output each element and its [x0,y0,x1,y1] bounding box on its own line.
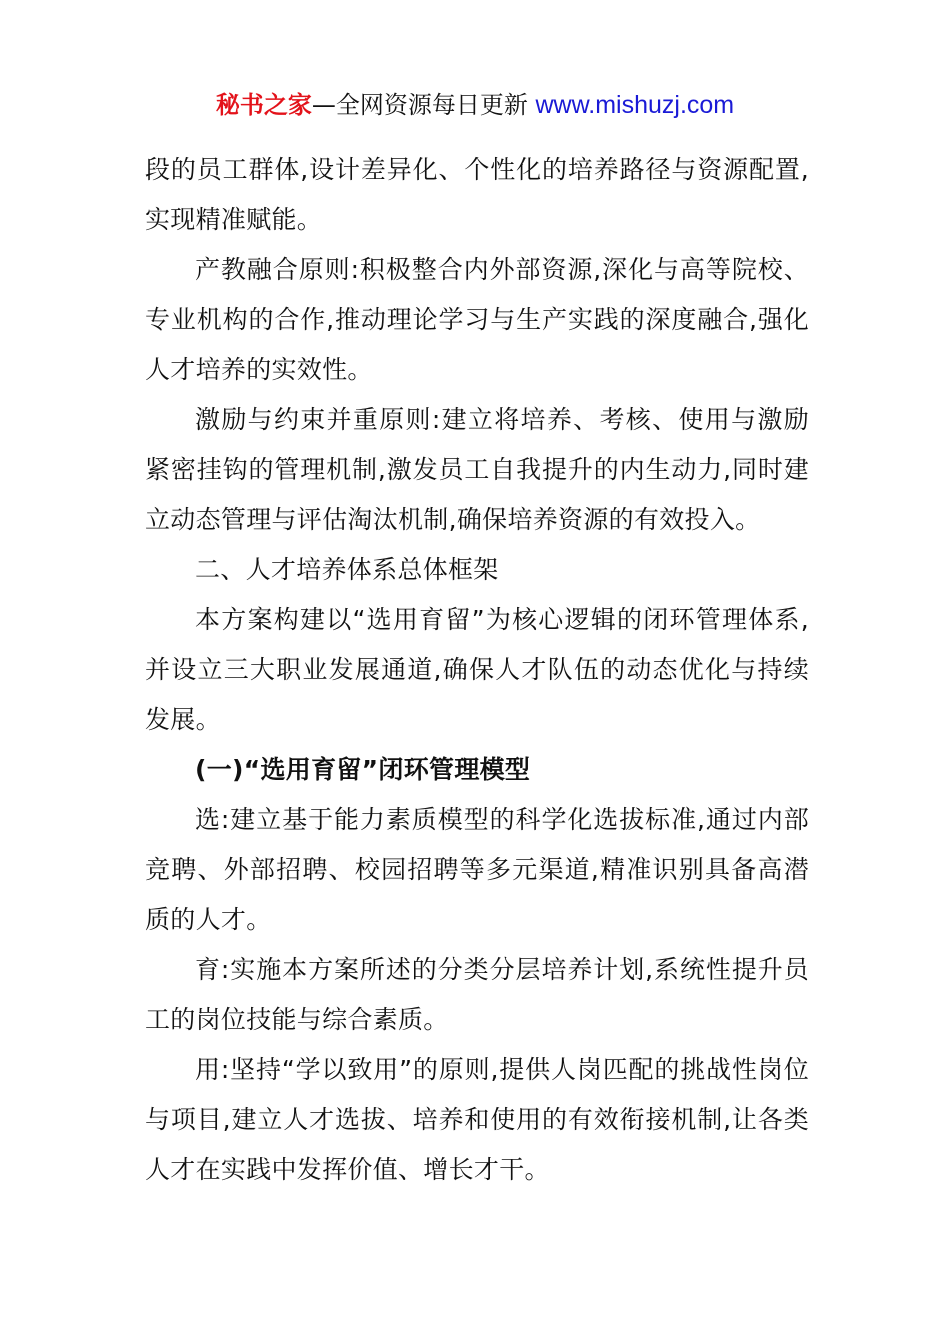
page-header [0,88,950,122]
header-dash: — [311,91,336,119]
document-body [145,145,809,1195]
paragraph-select: 选:建立基于能力素质模型的科学化选拔标准,通过内部竞聘、外部招聘、校园招聘等多元渠道,精准识别具备高潜质的人才。 [145,805,809,934]
header-slogan: 全网资源每日更新 [335,91,528,119]
paragraph-develop: 育:实施本方案所述的分类分层培养计划,系统性提升员工的岗位技能与综合素质。 [145,955,809,1034]
paragraph-use: 用:坚持“学以致用”的原则,提供人岗匹配的挑战性岗位与项目,建立人才选拔、培养和使用的有效衔接机制,让各类人才在实践中发挥价值、增长才干。 [145,1055,809,1184]
paragraph-integration-principle: 产教融合原则:积极整合内外部资源,深化与高等院校、专业机构的合作,推动理论学习与生产实践的深度融合,强化人才培养的实效性。 [145,255,809,384]
subsection-heading-closed-loop: (一)“选用育留”闭环管理模型 [195,755,531,784]
paragraph-continuation: 段的员工群体,设计差异化、个性化的培养路径与资源配置,实现精准赋能。 [145,155,809,234]
section-heading-framework: 二、人才培养体系总体框架 [195,555,499,584]
header-url-link[interactable]: www.mishuzj.com [535,91,735,119]
paragraph-framework-intro: 本方案构建以“选用育留”为核心逻辑的闭环管理体系,并设立三大职业发展通道,确保人才队伍的动态优化与持续发展。 [145,605,809,734]
header-brand: 秘书之家 [215,91,312,119]
paragraph-incentive-principle: 激励与约束并重原则:建立将培养、考核、使用与激励紧密挂钩的管理机制,激发员工自我提升的内生动力,同时建立动态管理与评估淘汰机制,确保培养资源的有效投入。 [145,405,809,534]
